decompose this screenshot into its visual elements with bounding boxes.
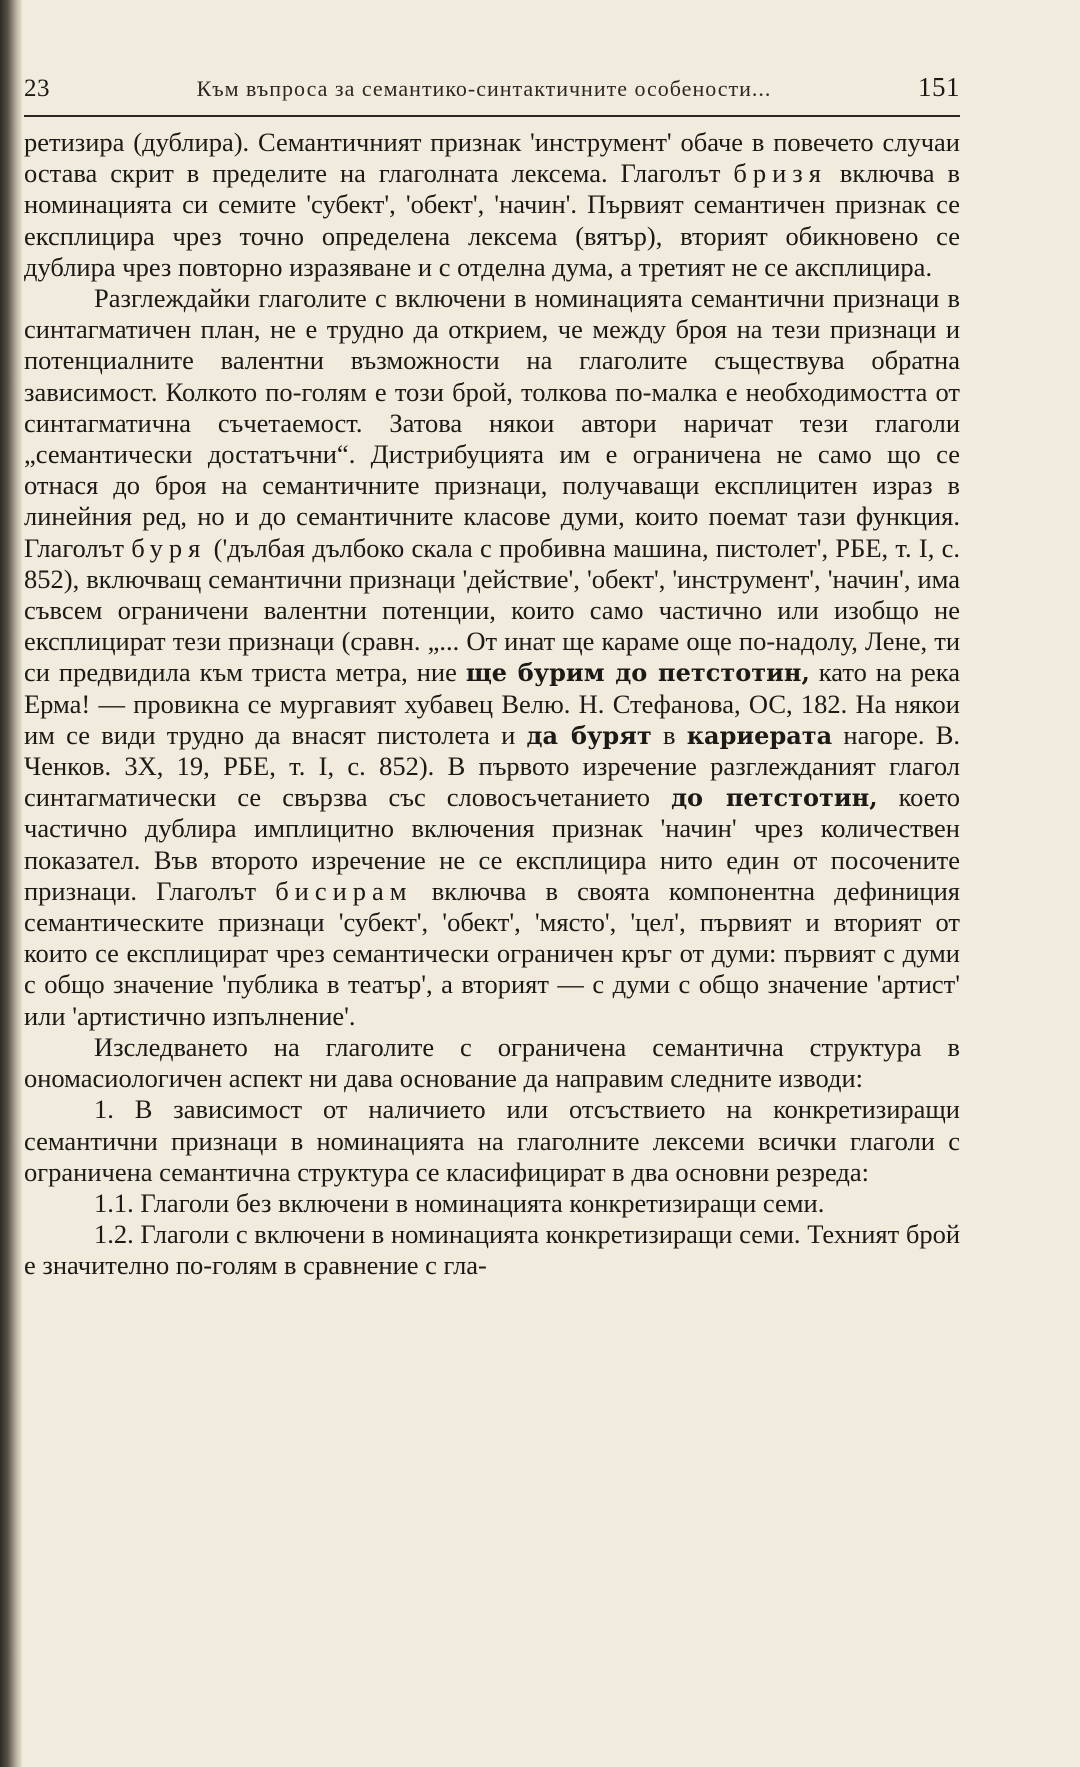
previous-page-fragment: 23 — [24, 75, 50, 102]
bold-phrase: до петстотин, — [671, 783, 878, 813]
spaced-term: бисирам — [275, 875, 413, 906]
bold-phrase: да бурят — [526, 720, 652, 750]
paragraph-1: ретизира (дублира). Семантичният признак 'инструмент' обаче в повечето случаи остава скрит в пределите на глаголната лексема. Глаголът бризя включва в номинацията си семите 'субект', 'обект', 'начин'. Първият семантичен признак се експлицира чрез точно определена лексема (вятър), вторият обикновено се дублира чрез повторно изразяване и с отделна дума, а третият не се аксплицира. — [24, 127, 960, 282]
running-header — [24, 72, 960, 115]
body-text — [24, 127, 960, 1282]
page-number: 151 — [918, 72, 960, 102]
spaced-term: бризя — [733, 158, 827, 189]
paragraph-5: 1.1. Глаголи без включени в номинацията конкретизиращи семи. — [94, 1187, 825, 1218]
bold-phrase: кариерата — [686, 720, 833, 750]
paragraph-4: 1. В зависимост от наличието или отсъствието на конкретизиращи семантични признаци в номинацията на глаголните лексеми всички глаголи с ограничена семантична структура се класифицират в два основни резреда: — [24, 1094, 960, 1187]
bold-phrase: ще бурим до петстотин, — [465, 658, 810, 688]
paragraph-2: Разглеждайки глаголите с включени в номинацията семантични признаци в синтагматичен план, не е трудно да открием, че между броя на тези признаци и потенциалните валентни възможности на глаголите съществува обратна зависимост. Колкото по-голям е този брой, толкова по-малка е необходимостта от синтагматична съчетаемост. Затова някои автори наричат тези глаголи „семантически достатъчни“. Дистрибуцията им е ограничена не само що се отнася до броя на семантичните признаци, получаващи експлицитен израз в линейния ред, но и до семантичните класове думи, които поемат тази функция. Глаголът буря ('дълбая дълбоко скала с пробивна машина, пистолет', РБЕ, т. I, с. 852), включващ семантични признаци 'действие', 'обект', 'инструмент', 'начин', има съвсем ограничени валентни потенции, които само частично или изобщо не експлицират тези признаци (сравн. „... От инат ще караме още по-надолу, Лене, ти си предвидила към триста метра, ние ще бурим до петстотин, като на река Ерма! — провикна се мургавият хубавец Велю. Н. Стефанова, ОС, 182. На някои им се види трудно да внасят пистолета и да бурят в кариерата нагоре. В. Ченков. 3Х, 19, РБЕ, т. I, с. 852). В първото изречение разглежданият глагол синтагматически се свързва със словосъчетанието до петстотин, което частично дублира имплицитно включения признак 'начин' чрез количествен показател. Във второто изречение не се експлицира нито един от посочените признаци. Глаголът бисирам включва в своята компонентна дефиниция семантическите признаци 'субект', 'обект', 'място', 'цел', първият и вторият от които се експлицират чрез семантически ограничен кръг от думи: първият с думи с общо значение 'публика в театър', а вторият — с думи с общо значение 'артист' или 'артистично изпълнение'. — [24, 283, 960, 1031]
header-rule — [24, 115, 960, 117]
book-page — [24, 72, 960, 1282]
book-spine-shadow — [0, 0, 22, 1767]
paragraph-3: Изследването на глаголите с ограничена семантична структура в ономасиологичен аспект ни дава основание да направим следните изводи: — [24, 1031, 960, 1094]
running-title: Към въпроса за семантико-синтактичните особености... — [196, 76, 772, 101]
spaced-term: буря — [131, 532, 207, 563]
paragraph-6: 1.2. Глаголи с включени в номинацията конкретизиращи семи. Техният брой е значително по-голям в сравнение с гла- — [24, 1219, 960, 1281]
